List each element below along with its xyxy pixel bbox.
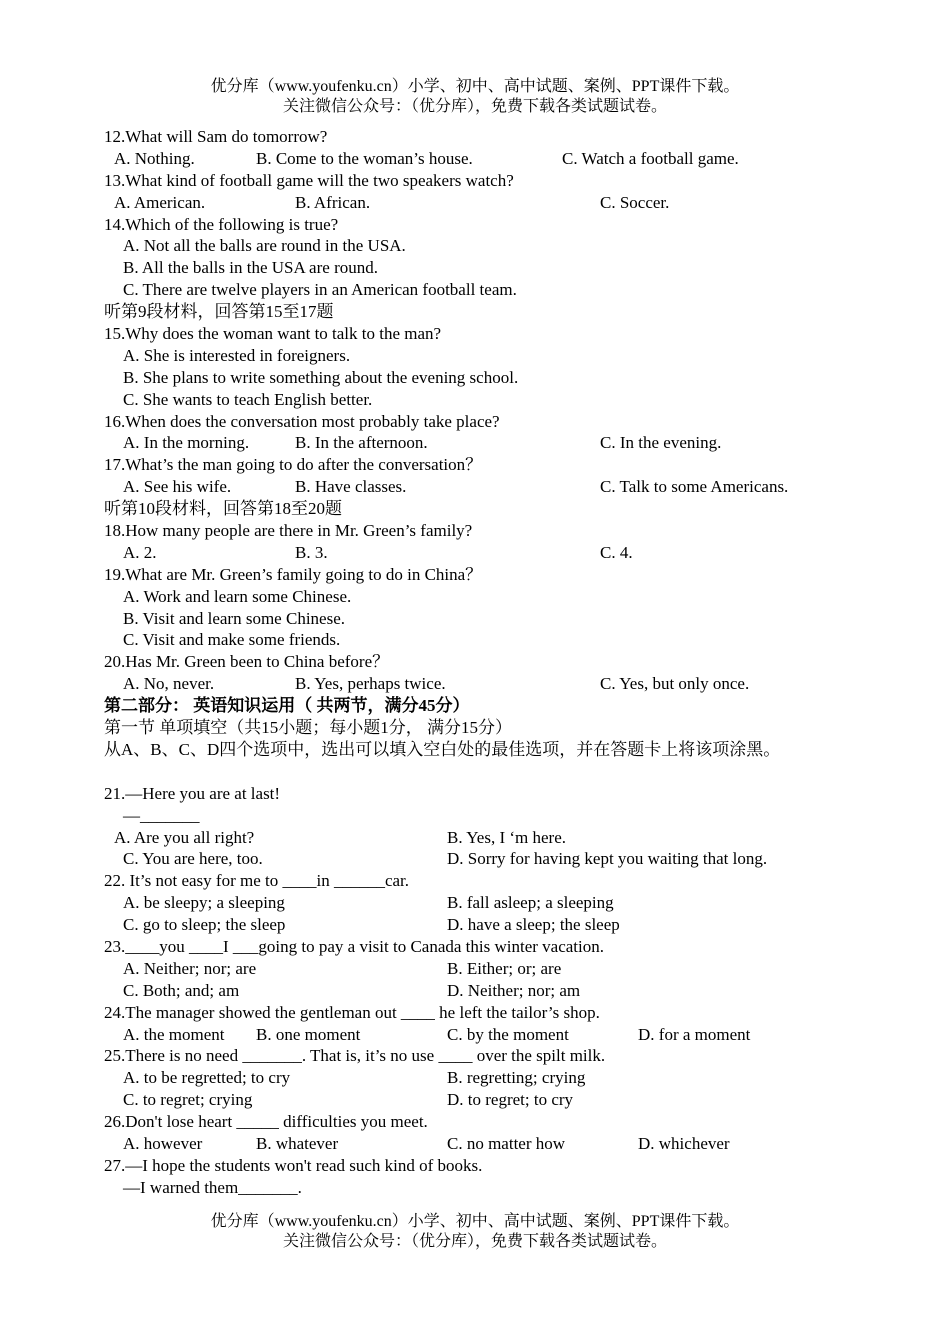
text-line [104, 564, 904, 586]
text-line [104, 367, 904, 389]
text-line [104, 980, 904, 1002]
line-text: 21.—Here you are at last! [104, 783, 281, 803]
line-text: —_______ [123, 805, 200, 825]
option-text: D. whichever [638, 1133, 730, 1153]
text-line [104, 126, 904, 148]
line-text: A. No, never. [123, 674, 215, 694]
text-line [104, 651, 904, 673]
text-line [104, 301, 904, 323]
line-text: A. She is interested in foreigners. [123, 345, 351, 365]
option-text: B. 3. [295, 542, 328, 562]
text-line [104, 1155, 904, 1177]
line-text: 20.Has Mr. Green been to China before？ [104, 652, 390, 672]
option-text: B. African. [295, 192, 371, 212]
text-line [104, 914, 904, 936]
option-text: B. regretting; crying [447, 1068, 586, 1088]
text-line [104, 695, 904, 717]
line-text: A. Work and learn some Chinese. [123, 586, 352, 606]
text-line [104, 476, 904, 498]
text-line [104, 411, 904, 433]
option-text: D. Neither; nor; am [447, 980, 581, 1000]
line-text: 24.The manager showed the gentleman out ____ he left the tailor’s shop. [104, 1002, 600, 1022]
line-text: A. See his wife. [123, 477, 232, 497]
option-text: C. Talk to some Americans. [600, 477, 789, 497]
text-line [104, 345, 904, 367]
page-header [0, 77, 950, 117]
line-text: 12.What will Sam do tomorrow? [104, 127, 328, 146]
text-line [104, 235, 904, 257]
option-text: C. Yes, but only once. [600, 674, 750, 694]
text-line [104, 1133, 904, 1155]
text-line [104, 498, 904, 520]
line-text: 从A、B、C、D四个选项中，选出可以填入空白处的最佳选项，并在答题卡上将该项涂黑。 [104, 739, 781, 759]
line-text: 听第9段材料，回答第15至17题 [104, 302, 334, 322]
line-text: C. She wants to teach English better. [123, 389, 373, 409]
line-text: 25.There is no need _______. That is, it’s no use ____ over the spilt milk. [104, 1046, 606, 1066]
text-line [104, 1089, 904, 1111]
option-text: C. by the moment [447, 1024, 569, 1044]
footer-line-2: 关注微信公众号：（优分库），免费下载各类试题试卷。 [282, 1233, 667, 1250]
line-text: C. Visit and make some friends. [123, 630, 341, 650]
option-text: B. In the afternoon. [295, 433, 428, 453]
line-text: 18.How many people are there in Mr. Green’s family? [104, 521, 473, 541]
option-text: B. whatever [256, 1133, 339, 1153]
line-text: 第二部分： 英语知识运用（ 共两节，满分45分） [104, 696, 470, 716]
text-line [104, 827, 904, 849]
text-line [104, 673, 904, 695]
option-text: B. one moment [256, 1024, 361, 1044]
text-line [104, 279, 904, 301]
line-text: A. In the morning. [123, 433, 250, 453]
option-text: D. Sorry for having kept you waiting that long. [447, 849, 768, 869]
text-line [104, 783, 904, 805]
option-text: C. In the evening. [600, 433, 722, 453]
text-line [104, 739, 904, 761]
text-line [104, 1024, 904, 1046]
line-text: 23.____you ____I ___going to pay a visit to Canada this winter vacation. [104, 936, 605, 956]
line-text: A. 2. [123, 542, 157, 562]
line-text: C. go to sleep; the sleep [123, 915, 286, 935]
option-text: D. to regret; to cry [447, 1090, 574, 1110]
option-text: B. Yes, perhaps twice. [295, 674, 446, 694]
exam-content [104, 126, 904, 1199]
line-text: C. Both; and; am [123, 980, 240, 1000]
option-text: D. for a moment [638, 1024, 751, 1044]
page-footer [0, 1212, 950, 1252]
text-line [104, 586, 904, 608]
line-text: C. to regret; crying [123, 1090, 253, 1110]
text-line [104, 1067, 904, 1089]
line-text: C. There are twelve players in an American football team. [123, 280, 517, 300]
text-line [104, 608, 904, 630]
line-text: A. Neither; nor; are [123, 958, 257, 978]
text-line [104, 1045, 904, 1067]
text-line [104, 1002, 904, 1024]
line-text: A. Not all the balls are round in the USA. [123, 236, 406, 256]
text-line [104, 717, 904, 739]
line-text: 27.—I hope the students won't read such kind of books. [104, 1155, 483, 1175]
line-text: 听第10段材料，回答第18至20题 [104, 499, 342, 519]
blank-line [104, 761, 904, 783]
line-text: 14.Which of the following is true? [104, 214, 339, 234]
text-line [104, 520, 904, 542]
line-text: A. to be regretted; to cry [123, 1068, 291, 1088]
line-text: B. All the balls in the USA are round. [123, 258, 378, 278]
text-line [104, 389, 904, 411]
line-text: B. Visit and learn some Chinese. [123, 608, 345, 628]
option-text: C. 4. [600, 542, 633, 562]
text-line [104, 170, 904, 192]
line-text: 16.When does the conversation most probably take place? [104, 411, 500, 431]
text-line [104, 1177, 904, 1199]
text-line [104, 432, 904, 454]
line-text: 22. It’s not easy for me to ____in ______car. [104, 871, 410, 891]
line-text: 17.What’s the man going to do after the conversation？ [104, 455, 483, 475]
text-line [104, 805, 904, 827]
header-line-2: 关注微信公众号：（优分库），免费下载各类试题试卷。 [282, 98, 667, 115]
text-line [104, 454, 904, 476]
text-line [104, 542, 904, 564]
header-line-1: 优分库（www.youfenku.cn）小学、初中、高中试题、案例、PPT课件下载。 [210, 78, 740, 95]
line-text: A. Nothing. [114, 148, 195, 168]
option-text: B. Come to the woman’s house. [256, 148, 473, 168]
text-line [104, 936, 904, 958]
line-text: A. be sleepy; a sleeping [123, 893, 285, 913]
text-line [104, 958, 904, 980]
footer-line-1: 优分库（www.youfenku.cn）小学、初中、高中试题、案例、PPT课件下载。 [210, 1213, 740, 1230]
option-text: C. Soccer. [600, 192, 670, 212]
option-text: B. fall asleep; a sleeping [447, 893, 614, 913]
line-text: 15.Why does the woman want to talk to the man? [104, 324, 442, 344]
option-text: B. Yes, I ‘m here. [447, 827, 566, 847]
line-text: 第一节 单项填空（共15小题；每小题1分， 满分15分） [104, 718, 512, 738]
line-text: —I warned them_______. [123, 1177, 302, 1197]
line-text: A. American. [114, 192, 206, 212]
line-text: 26.Don't lose heart _____ difficulties you meet. [104, 1112, 428, 1132]
text-line [104, 1111, 904, 1133]
text-line [104, 214, 904, 236]
line-text: A. Are you all right? [114, 827, 255, 847]
option-text: B. Have classes. [295, 477, 407, 497]
line-text: 19.What are Mr. Green’s family going to do in China？ [104, 564, 483, 584]
line-text: A. the moment [123, 1024, 225, 1044]
text-line [104, 192, 904, 214]
text-line [104, 257, 904, 279]
text-line [104, 323, 904, 345]
option-text: C. Watch a football game. [562, 148, 739, 168]
line-text: 13.What kind of football game will the two speakers watch? [104, 170, 514, 190]
option-text: B. Either; or; are [447, 958, 562, 978]
text-line [104, 848, 904, 870]
option-text: C. no matter how [447, 1133, 566, 1153]
text-line [104, 892, 904, 914]
text-line [104, 629, 904, 651]
option-text: D. have a sleep; the sleep [447, 915, 620, 935]
text-line [104, 870, 904, 892]
line-text: A. however [123, 1133, 203, 1153]
line-text: B. She plans to write something about the evening school. [123, 367, 519, 387]
text-line [104, 148, 904, 170]
line-text: C. You are here, too. [123, 849, 263, 869]
